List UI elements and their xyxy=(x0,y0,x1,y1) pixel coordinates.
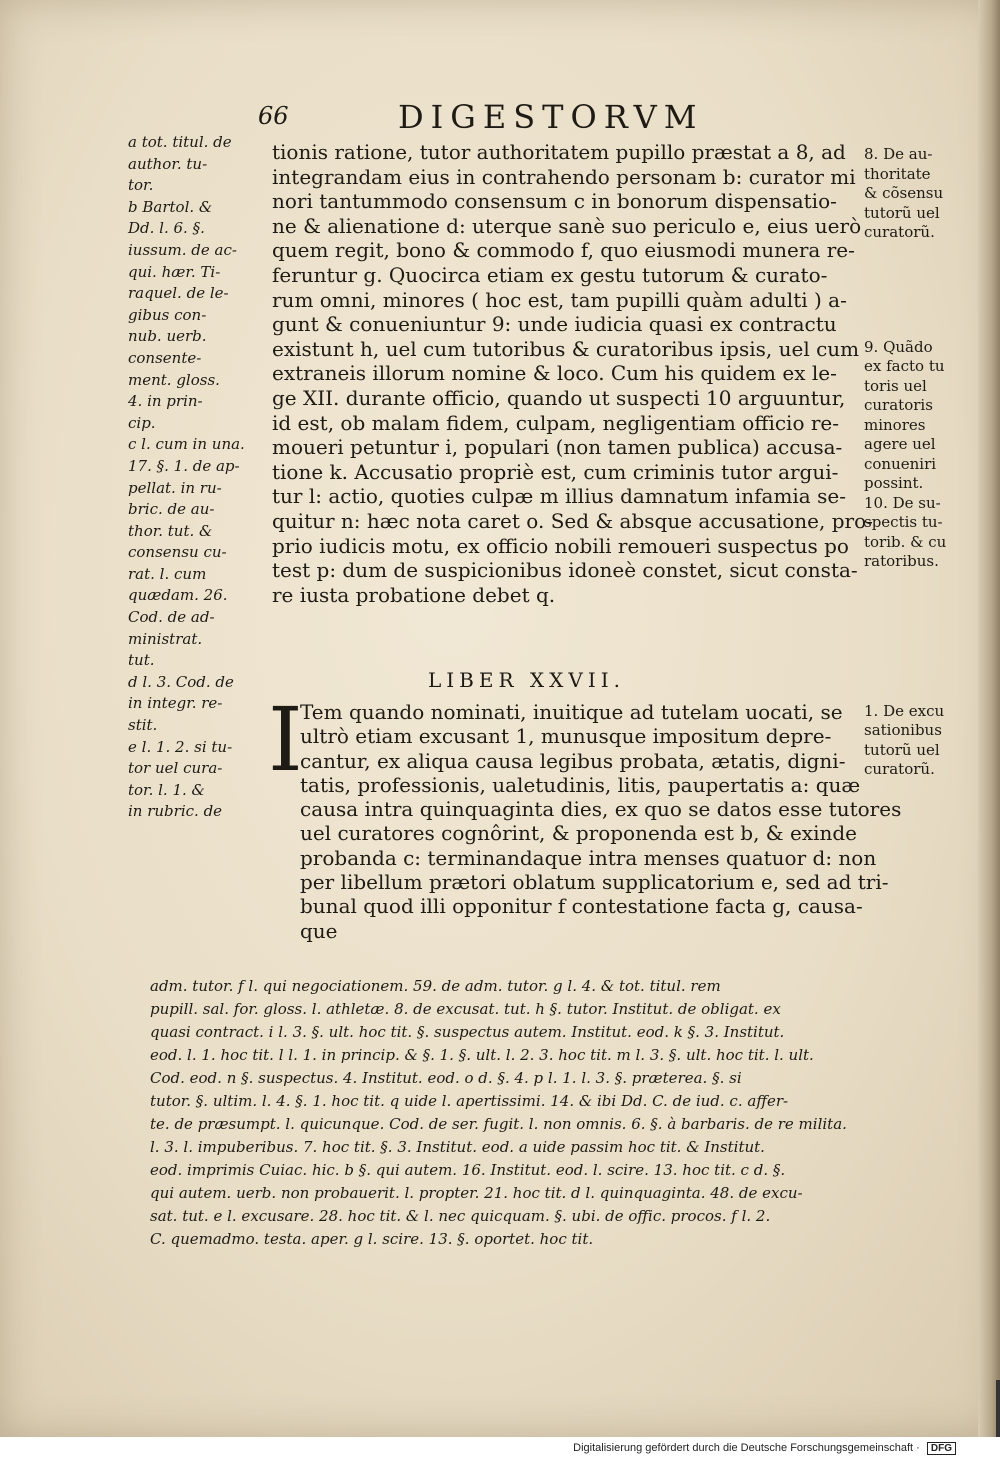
main-text-line: tur l: actio, quoties culpæ m illius damnatum infamia se- xyxy=(272,484,846,509)
right-note-line: toris uel xyxy=(864,376,927,395)
footnote-line: adm. tutor. f l. qui negociationem. 59. de adm. tutor. g l. 4. & tot. titul. rem xyxy=(150,977,721,995)
left-note-line: rat. l. cum xyxy=(128,564,207,583)
page-number: 66 xyxy=(258,102,289,130)
main-text-line: quitur n: hæc nota caret o. Sed & absque accusatione, pro- xyxy=(272,508,873,533)
drop-cap: I xyxy=(268,688,303,791)
book-text-line: que xyxy=(300,918,338,943)
book-text-line: tatis, professionis, ualetudinis, litis, paupertatis a: quæ xyxy=(300,772,861,797)
left-note-line: ministrat. xyxy=(128,629,203,648)
footnote-line: Cod. eod. n §. suspectus. 4. Institut. eod. o d. §. 4. p l. 1. l. 3. §. præterea. §. si xyxy=(150,1069,742,1087)
footnote-line: l. 3. l. impuberibus. 7. hoc tit. §. 3. Institut. eod. a uide passim hoc tit. & Institut. xyxy=(150,1138,765,1156)
main-text-line: tione k. Accusatio propriè est, cum criminis tutor argui- xyxy=(272,459,839,484)
main-text-line: gunt & conueniuntur 9: unde iudicia quasi ex contractu xyxy=(272,312,837,337)
left-note-line: in integr. re- xyxy=(128,694,223,713)
main-text-line: id est, ob malam fidem, culpam, negligentiam officio re- xyxy=(272,410,839,435)
left-note-line: author. tu- xyxy=(128,154,208,173)
left-note-line: in rubric. de xyxy=(128,802,223,821)
footnote-line: tutor. §. ultim. l. 4. §. 1. hoc tit. q uide l. apertissimi. 14. & ibi Dd. C. de iud. c. affer- xyxy=(150,1092,789,1110)
left-note-line: qui. hær. Ti- xyxy=(128,262,221,281)
right-note-line: 1. De excu xyxy=(864,701,945,720)
left-note-line: pellat. in ru- xyxy=(128,478,222,497)
footer-credit xyxy=(573,1442,956,1455)
left-note-line: quædam. 26. xyxy=(128,586,228,605)
right-note-line: possint. xyxy=(864,474,924,492)
footnotes xyxy=(150,975,860,1251)
left-note-line: d l. 3. Cod. de xyxy=(128,672,234,691)
right-note-group xyxy=(864,702,979,780)
page-fold-shadow xyxy=(978,0,1000,1437)
footnote-line: eod. l. 1. hoc tit. l l. 1. in princip. & §. 1. §. ult. l. 2. 3. hoc tit. m l. 3. §. ult. hoc tit. l. ult. xyxy=(150,1046,814,1064)
main-text xyxy=(272,140,873,607)
book-text-line: probanda c: terminandaque intra menses quatuor d: non xyxy=(300,845,877,870)
running-head xyxy=(258,98,818,142)
left-note-line: a tot. titul. de xyxy=(128,133,232,151)
book-heading: LIBER XXVII. xyxy=(428,668,625,692)
main-text-line: re iusta probatione debet q. xyxy=(272,582,556,607)
left-margin-notes xyxy=(128,132,268,823)
main-text-line: test p: dum de suspicionibus idoneè constet, sicut consta- xyxy=(272,558,858,583)
left-note-line: nub. uerb. xyxy=(128,327,207,346)
left-note-line: ment. gloss. xyxy=(128,370,220,389)
left-note-line: thor. tut. & xyxy=(128,521,213,540)
main-text-line: quem regit, bono & commodo f, quo eiusmodi munera re- xyxy=(272,238,855,263)
right-note-line: sationibus xyxy=(864,721,942,739)
right-note-line: agere uel xyxy=(864,435,936,453)
right-note-group xyxy=(864,145,979,243)
left-note-line: stit. xyxy=(128,716,158,735)
main-text-line: ge XII. durante officio, quando ut suspecti 10 arguuntur, xyxy=(272,385,846,410)
main-text-line: moueri petuntur i, populari (non tamen publica) accusa- xyxy=(272,435,843,460)
main-text-line: rum omni, minores ( hoc est, tam pupilli quàm adulti ) a- xyxy=(272,287,847,312)
right-note-line: 10. De su- xyxy=(864,493,941,512)
running-title: DIGESTORVM xyxy=(398,98,704,136)
left-note-line: tor. xyxy=(128,176,154,195)
book-text-line: cantur, ex aliqua causa legibus probata, ætatis, digni- xyxy=(300,748,846,773)
footnote-line: C. quemadmo. testa. aper. g l. scire. 13. §. oportet. hoc tit. xyxy=(150,1230,594,1248)
left-note-line: tut. xyxy=(128,651,155,670)
main-text-line: ne & alienatione d: uterque sanè suo periculo e, eius uerò xyxy=(272,213,862,238)
left-note-line: cip. xyxy=(128,413,156,432)
left-note-line: 4. in prin- xyxy=(128,392,203,411)
right-note-line: torib. & cu xyxy=(864,532,947,551)
left-note-line: iussum. de ac- xyxy=(128,240,237,259)
right-note-line: 8. De au- xyxy=(864,145,933,163)
footnote-line: sat. tut. e l. excusare. 28. hoc tit. & l. nec quicquam. §. ubi. de offic. procos. f l. 2. xyxy=(150,1207,771,1225)
right-note-line: minores xyxy=(864,415,926,434)
left-note-line: consente- xyxy=(128,348,202,367)
left-note-line: consensu cu- xyxy=(128,543,227,562)
book-text-line: Tem quando nominati, inuitique ad tutelam uocati, se xyxy=(300,700,843,724)
left-note-line: tor. l. 1. & xyxy=(128,780,205,799)
right-note-line: tutorũ uel xyxy=(864,203,940,222)
right-note-group xyxy=(864,338,979,572)
right-note-line: ex facto tu xyxy=(864,357,945,375)
footnote-line: qui autem. uerb. non probauerit. l. propter. 21. hoc tit. d l. quinquaginta. 48. de excu- xyxy=(150,1184,803,1202)
left-note-line: b Bartol. & xyxy=(128,197,213,216)
right-note-line: conueniri xyxy=(864,454,937,473)
left-note-line: Cod. de ad- xyxy=(128,608,215,627)
credit-text: Digitalisierung gefördert durch die Deutsche Forschungsgemeinschaft · xyxy=(573,1442,920,1454)
right-note-line: thoritate xyxy=(864,164,931,183)
main-text-line: nori tantummodo consensum c in bonorum dispensatio- xyxy=(272,189,837,214)
right-note-line: & cõsensu xyxy=(864,184,944,202)
footnote-line: te. de præsumpt. l. quicunque. Cod. de ser. fugit. l. non omnis. 6. §. à barbaris. de re milita. xyxy=(150,1115,847,1133)
dfg-logo: DFG xyxy=(927,1442,956,1455)
main-text-line: prio iudicis motu, ex officio nobili remoueri suspectus po xyxy=(272,533,849,558)
left-note-line: tor uel cura- xyxy=(128,759,223,778)
footnote-line: quasi contract. i l. 3. §. ult. hoc tit. §. suspectus autem. Institut. eod. k §. 3. Institut. xyxy=(150,1023,785,1041)
left-note-line: 17. §. 1. de ap- xyxy=(128,456,240,475)
left-note-line: c l. cum in una. xyxy=(128,435,245,454)
right-note-line: ratoribus. xyxy=(864,552,939,570)
right-margin-notes xyxy=(864,145,979,780)
book-text-line: ultrò etiam excusant 1, munusque impositum depre- xyxy=(300,724,832,749)
main-text-line: integrandam eius in contrahendo personam b: curator mi xyxy=(272,164,856,189)
footnote-line: eod. imprimis Cuiac. hic. b §. qui autem. 16. Institut. eod. l. scire. 13. hoc tit. c d. §. xyxy=(150,1161,786,1179)
right-note-line: curatoris xyxy=(864,396,933,414)
book-text-line: bunal quod illi opponitur f contestatione facta g, causa- xyxy=(300,894,863,919)
book-text-line: causa intra quinquaginta dies, ex quo se datos esse tutores xyxy=(300,797,902,822)
right-note-line: 9. Quãdo xyxy=(864,337,933,356)
right-note-line: tutorũ uel xyxy=(864,740,940,759)
main-text-line: tionis ratione, tutor authoritatem pupillo præstat a 8, ad xyxy=(272,140,846,164)
scan-edge-mark xyxy=(996,1380,1000,1437)
left-note-line: raquel. de le- xyxy=(128,284,229,303)
main-text-line: existunt h, uel cum tutoribus & curatoribus ipsis, uel cum xyxy=(272,336,860,361)
left-note-line: gibus con- xyxy=(128,305,207,324)
main-text-line: feruntur g. Quocirca etiam ex gestu tutorum & curato- xyxy=(272,262,828,287)
left-note-line: bric. de au- xyxy=(128,500,215,519)
right-note-line: curatorũ. xyxy=(864,223,935,241)
left-note-line: Dd. l. 6. §. xyxy=(128,219,205,238)
main-text-line: extraneis illorum nomine & loco. Cum his quidem ex le- xyxy=(272,361,837,386)
footnote-line: pupill. sal. for. gloss. l. athletæ. 8. de excusat. tut. h §. tutor. Institut. de obligat. ex xyxy=(150,1000,781,1018)
left-note-line: e l. 1. 2. si tu- xyxy=(128,737,233,756)
book-text-line: per libellum prætori oblatum supplicatorium e, sed ad tri- xyxy=(300,870,889,895)
book-text-line: uel curatores cognôrint, & proponenda est b, & exinde xyxy=(300,821,857,846)
right-note-line: curatorũ. xyxy=(864,760,935,778)
right-note-line: spectis tu- xyxy=(864,513,943,531)
